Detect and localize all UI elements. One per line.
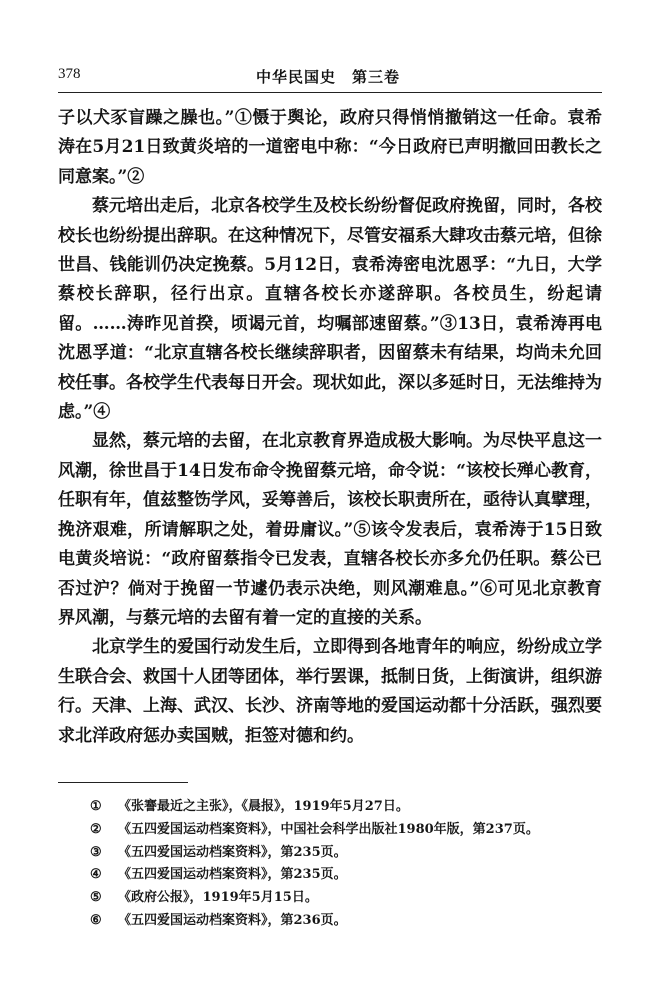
footnote-mark: ③ [90, 844, 102, 860]
footnote-mark: ① [90, 799, 102, 814]
footnote-text: 《五四爱国运动档案资料》，第236页。 [118, 912, 347, 928]
footnote-item [90, 887, 602, 910]
footnote-text: 《张謇最近之主张》，《晨报》，1919年5月27日。 [118, 799, 409, 814]
footnote-item [90, 796, 602, 819]
page-header [58, 66, 598, 90]
paragraph-continued: 子以犬豕盲躁之臊也。”①慑于舆论，政府只得悄悄撤销这一任命。袁希涛在5月21日致黄炎培的一道密电中称：“今日政府已声明撤回田教长之同意案。”② [58, 108, 602, 187]
footnote-item [90, 819, 602, 842]
header-rule [58, 92, 602, 93]
footnote-text: 《五四爱国运动档案资料》，中国社会科学出版社1980年版，第237页。 [118, 821, 539, 837]
footnote-text: 《五四爱国运动档案资料》，第235页。 [118, 844, 347, 860]
footnote-mark: ⑥ [90, 912, 102, 928]
page-number: 378 [58, 66, 81, 82]
footnote-mark: ⑤ [90, 890, 102, 906]
body-text [58, 104, 602, 751]
paragraph: 显然，蔡元培的去留，在北京教育界造成极大影响。为尽快平息这一风潮，徐世昌于14日发布命令挽留蔡元培，命令说：“该校长殚心教育，任职有年，值兹整饬学风，妥筹善后，该校长职责所在，亟待认真擘理，挽济艰难，所请解职之处，着毋庸议。”⑤该令发表后，袁希涛于15日致电黄炎培说：“政府留蔡指令已发表，直辖各校长亦多允仍任职。蔡公已否过沪？倘对于挽留一节遽仍表示决绝，则风潮难息。”⑥可见北京教育界风潮，与蔡元培的去留有着一定的直接的关系。 [58, 431, 602, 628]
paragraph: 北京学生的爱国行动发生后，立即得到各地青年的响应，纷纷成立学生联合会、救国十人团等团体，举行罢课，抵制日货，上街演讲，组织游行。天津、上海、武汉、长沙、济南等地的爱国运动都十分活跃，强烈要求北洋政府惩办卖国贼，拒签对德和约。 [58, 637, 602, 746]
footnotes [90, 796, 602, 933]
footnote-mark: ④ [90, 867, 102, 883]
paragraph: 蔡元培出走后，北京各校学生及校长纷纷督促政府挽留，同时，各校校长也纷纷提出辞职。在这种情况下，尽管安福系大肆攻击蔡元培，但徐世昌、钱能训仍决定挽蔡。5月12日，袁希涛密电沈恩孚：“九日，大学蔡校长辞职，径行出京。直辖各校长亦遂辞职。各校员生，纷起请留。……涛昨见首揆，顷谒元首，均嘱部速留蔡。”③13日，袁希涛再电沈恩孚道：“北京直辖各校长继续辞职者，因留蔡未有结果，均尚未允回校任事。各校学生代表每日开会。现状如此，深以多延时日，无法维持为虑。”④ [58, 196, 602, 423]
footnote-mark: ② [90, 821, 102, 837]
running-head: 中华民国史 第三卷 [255, 68, 400, 86]
footnote-rule [58, 782, 188, 783]
footnote-item [90, 842, 602, 865]
footnote-item [90, 864, 602, 887]
footnote-text: 《政府公报》，1919年5月15日。 [118, 890, 318, 906]
footnote-text: 《五四爱国运动档案资料》，第235页。 [118, 867, 347, 883]
footnote-item [90, 910, 602, 933]
